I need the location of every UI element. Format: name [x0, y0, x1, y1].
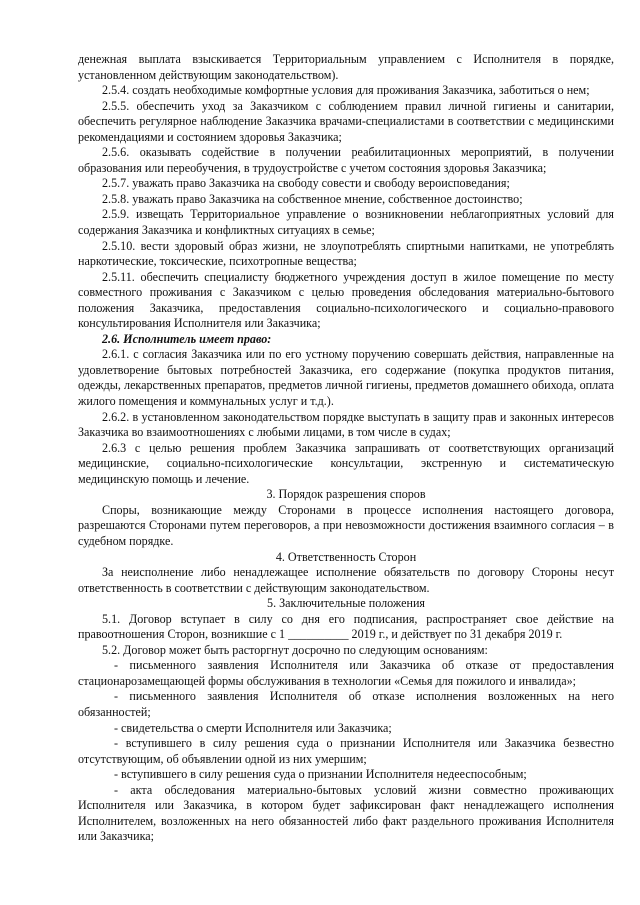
section-4-heading: 4. Ответственность Сторон	[275, 549, 417, 564]
document-page	[78, 52, 614, 845]
clause-2-5-9: 2.5.9. извещать Территориальное управление о возникновении неблагоприятных условий для содержания Заказчика и конфликтных ситуациях в семье;	[78, 207, 614, 238]
clause-2-5-4: 2.5.4. создать необходимые комфортные условия для проживания Заказчика, заботиться о нем;	[102, 83, 590, 98]
termination-ground-2: - письменного заявления Исполнителя об отказе исполнения возложенных на него обязанностей;	[78, 689, 614, 719]
termination-ground-5: - вступившего в силу решения суда о признании Исполнителя недееспособным;	[114, 767, 527, 782]
clause-2-6-2: 2.6.2. в установленном законодательством порядке выступать в защиту прав и законных интересов Заказчика во взаимоотношениях с любыми лицами, в том числе в судах;	[78, 409, 614, 440]
clause-2-6-heading: 2.6. Исполнитель имеет право:	[102, 331, 272, 346]
section-4-text: За неисполнение либо ненадлежащее исполнение обязательств по договору Стороны несут ответственность в соответствии с действующим законодательством.	[78, 565, 614, 595]
clause-2-5-11: 2.5.11. обеспечить специалисту бюджетного учреждения доступ в жилое помещение по месту совместного проживания с Заказчиком с целью проведения обследования материально-бытового положения Заказчика, предоставления социально-психологического и социально-правового консультирования Исполнителя или Заказчика;	[78, 269, 614, 331]
termination-ground-1: - письменного заявления Исполнителя или Заказчика об отказе от предоставления стационарозамещающей формы обслуживания в технологии «Семья для пожилого и инвалида»;	[78, 658, 614, 688]
clause-2-5-6: 2.5.6. оказывать содействие в получении реабилитационных мероприятий, в получении образования или переобучения, в трудоустройстве с учетом состояния здоровья Заказчика;	[78, 145, 614, 175]
clause-2-5-7: 2.5.7. уважать право Заказчика на свободу совести и свободу вероисповедания;	[102, 176, 510, 191]
clause-2-6-1: 2.6.1. с согласия Заказчика или по его устному поручению совершать действия, направленные на удовлетворение бытовых потребностей Заказчика, его содержание (покупка продуктов питания, одежды, лекарственных препаратов, предметов личной гигиены, предметов домашнего обихода, оплата жилого помещения и коммунальных услуг и т.д.).	[78, 347, 614, 409]
clause-2-6-3: 2.6.3 с целью решения проблем Заказчика запрашивать от соответствующих организаций медицинские, социально-психологические консультации, экстренную и систематическую медицинскую помощь и лечение.	[78, 440, 614, 486]
section-5-heading: 5. Заключительные положения	[267, 596, 425, 611]
termination-ground-3: - свидетельства о смерти Исполнителя или Заказчика;	[114, 720, 392, 735]
termination-ground-6: - акта обследования материально-бытовых условий жизни совместно проживающих Исполнителя или Заказчика, в котором будет зафиксирован факт ненадлежащего исполнения Исполнителем, возложенных на него обязанностей либо факт раздельного проживания Исполнителя или Заказчика;	[78, 782, 614, 844]
clause-2-5-10: 2.5.10. вести здоровый образ жизни, не злоупотреблять спиртными напитками, не употреблять наркотические, токсические, психотропные вещества;	[78, 238, 614, 269]
clause-5-2: 5.2. Договор может быть расторгнут досрочно по следующим основаниям:	[102, 642, 488, 657]
section-3-text: Споры, возникающие между Сторонами в процессе исполнения настоящего договора, разрешаются Сторонами путем переговоров, а при невозможности достижения взаимного согласия – в судебном порядке.	[78, 502, 614, 548]
paragraph-continuation: денежная выплата взыскивается Территориальным управлением с Исполнителя в порядке, установленном действующим законодательством).	[78, 52, 614, 82]
clause-2-5-5: 2.5.5. обеспечить уход за Заказчиком с соблюдением правил личной гигиены и санитарии, обеспечить регулярное наблюдение Заказчика врачами-специалистами в соответствии с медицинскими рекомендациями и состоянием здоровья Заказчика;	[78, 98, 614, 144]
clause-2-5-8: 2.5.8. уважать право Заказчика на собственное мнение, собственное достоинство;	[102, 191, 523, 206]
section-3-heading: 3. Порядок разрешения споров	[266, 487, 426, 502]
termination-ground-4: - вступившего в силу решения суда о признании Исполнителя или Заказчика безвестно отсутствующим, об объявлении одной из них умершим;	[78, 736, 614, 766]
clause-5-1: 5.1. Договор вступает в силу со дня его подписания, распространяет свое действие на правоотношения Сторон, возникшие с 1 __________ 2019 г., и действует по 31 декабря 2019 г.	[78, 611, 614, 642]
